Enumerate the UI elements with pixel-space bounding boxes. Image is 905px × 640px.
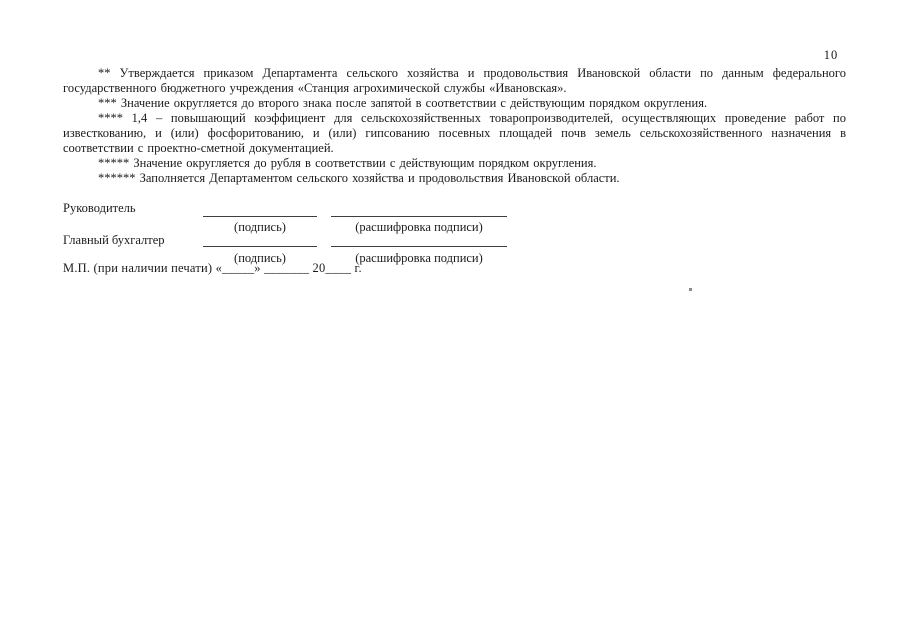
footnotes-block	[63, 66, 846, 186]
footnote-line: государственного бюджетного учреждения «Станция агрохимической службы «Ивановская».	[63, 81, 567, 95]
page-number: 10	[823, 48, 839, 62]
footnote-line: ** Утверждается приказом Департамента сельского хозяйства и продовольствия Ивановской области по данным федерального	[98, 66, 846, 80]
signature-label-chief-accountant: Главный бухгалтер	[63, 233, 165, 247]
signature-name-line	[331, 216, 507, 217]
signature-caption-name: (расшифровка подписи)	[355, 251, 483, 265]
footnote-line: известкованию, и (или) фосфоритованию, и (или) гипсованию посевных площадей почв земель сельскохозяйственного назначения в	[63, 126, 846, 140]
signature-name-line	[331, 246, 507, 247]
signature-line	[203, 216, 317, 217]
stamp-line: М.П. (при наличии печати) «_____» _______ 20____ г.	[63, 261, 362, 275]
scan-artifact-dot	[689, 288, 692, 291]
footnote-line: ****** Заполняется Департаментом сельского хозяйства и продовольствия Ивановской области.	[98, 171, 620, 185]
footnote-line: ***** Значение округляется до рубля в соответствии с действующим порядком округления.	[98, 156, 597, 170]
footnote-line: **** 1,4 – повышающий коэффициент для сельскохозяйственных товаропроизводителей, осуществляющих проведение работ по	[98, 111, 846, 125]
signature-caption-sign: (подпись)	[234, 251, 286, 265]
footnote-line: соответствии с проектно-сметной документацией.	[63, 141, 334, 155]
signature-line	[203, 246, 317, 247]
footnote-line: *** Значение округляется до второго знака после запятой в соответствии с действующим порядком округления.	[98, 96, 708, 110]
signature-caption-name: (расшифровка подписи)	[355, 220, 483, 234]
signature-label-director: Руководитель	[63, 201, 136, 215]
signature-caption-sign: (подпись)	[234, 220, 286, 234]
